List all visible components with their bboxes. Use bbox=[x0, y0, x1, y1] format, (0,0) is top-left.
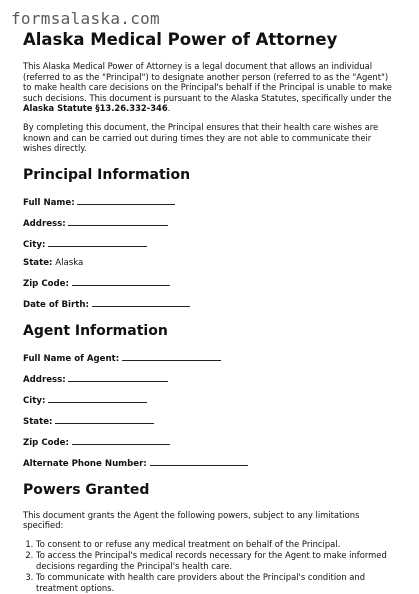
principal-city-blank[interactable] bbox=[48, 237, 147, 247]
principal-city-field bbox=[23, 237, 398, 250]
principal-dob-field bbox=[23, 297, 398, 310]
agent-city-field bbox=[23, 393, 398, 406]
intro-paragraph-2: By completing this document, the Principal ensures that their health care wishes are known and can be carried out during times they are not able to communicate their wishes directly. bbox=[23, 121, 379, 154]
principal-full-name-field bbox=[23, 195, 398, 208]
principal-state-label: State: bbox=[23, 257, 53, 268]
agent-city-label: City: bbox=[23, 395, 46, 406]
site-watermark: formsalaska.com bbox=[11, 9, 160, 28]
agent-zip-blank[interactable] bbox=[72, 435, 170, 445]
agent-full-name-field bbox=[23, 351, 398, 364]
principal-zip-blank[interactable] bbox=[72, 276, 170, 286]
power-item: 3. To communicate with health care providers about the Principal's condition and treatment options. bbox=[36, 572, 398, 593]
document-page bbox=[23, 30, 398, 594]
agent-alt-phone-label: Alternate Phone Number: bbox=[23, 458, 147, 469]
powers-list bbox=[23, 539, 398, 593]
agent-address-label: Address: bbox=[23, 374, 66, 385]
principal-city-label: City: bbox=[23, 239, 46, 250]
powers-heading: Powers Granted bbox=[23, 481, 150, 498]
principal-address-blank[interactable] bbox=[68, 216, 168, 226]
agent-alt-phone-blank[interactable] bbox=[150, 456, 248, 466]
principal-state-value: Alaska bbox=[55, 257, 84, 268]
principal-zip-label: Zip Code: bbox=[23, 278, 69, 289]
agent-city-blank[interactable] bbox=[48, 393, 147, 403]
power-item: 2. To access the Principal's medical records necessary for the Agent to make informed decisions regarding the Principal's health care. bbox=[36, 550, 398, 571]
intro-text: This Alaska Medical Power of Attorney is a legal document that allows an individual (referred to as the "Principal") to designate another person (referred to as the "Agent") to make health care decisions on the Principal's behalf if the Principal is unable to make such decisions. This document is pursuant to the Alaska Statutes, specifically under the bbox=[23, 61, 392, 103]
principal-address-field bbox=[23, 216, 398, 229]
intro-paragraph bbox=[23, 61, 398, 114]
principal-address-label: Address: bbox=[23, 218, 66, 229]
power-item: 1. To consent to or refuse any medical treatment on behalf of the Principal. bbox=[36, 539, 398, 549]
agent-state-blank[interactable] bbox=[55, 414, 154, 424]
agent-alt-phone-field bbox=[23, 456, 398, 469]
agent-state-field bbox=[23, 414, 398, 427]
agent-zip-field bbox=[23, 435, 398, 448]
agent-address-blank[interactable] bbox=[68, 372, 168, 382]
agent-full-name-label: Full Name of Agent: bbox=[23, 353, 120, 364]
principal-zip-field bbox=[23, 276, 398, 289]
principal-full-name-label: Full Name: bbox=[23, 197, 75, 208]
agent-full-name-blank[interactable] bbox=[122, 351, 221, 361]
principal-dob-blank[interactable] bbox=[92, 297, 190, 307]
principal-full-name-blank[interactable] bbox=[77, 195, 175, 205]
agent-heading: Agent Information bbox=[23, 322, 168, 339]
principal-state-field bbox=[23, 258, 398, 268]
intro-end: . bbox=[167, 103, 171, 114]
agent-address-field bbox=[23, 372, 398, 385]
agent-state-label: State: bbox=[23, 416, 53, 427]
agent-zip-label: Zip Code: bbox=[23, 437, 69, 448]
document-title: Alaska Medical Power of Attorney bbox=[23, 30, 338, 49]
powers-intro: This document grants the Agent the following powers, subject to any limitations specified: bbox=[23, 509, 360, 531]
principal-heading: Principal Information bbox=[23, 166, 191, 183]
principal-dob-label: Date of Birth: bbox=[23, 299, 89, 310]
statute-reference: Alaska Statute §13.26.332-346 bbox=[23, 103, 168, 114]
